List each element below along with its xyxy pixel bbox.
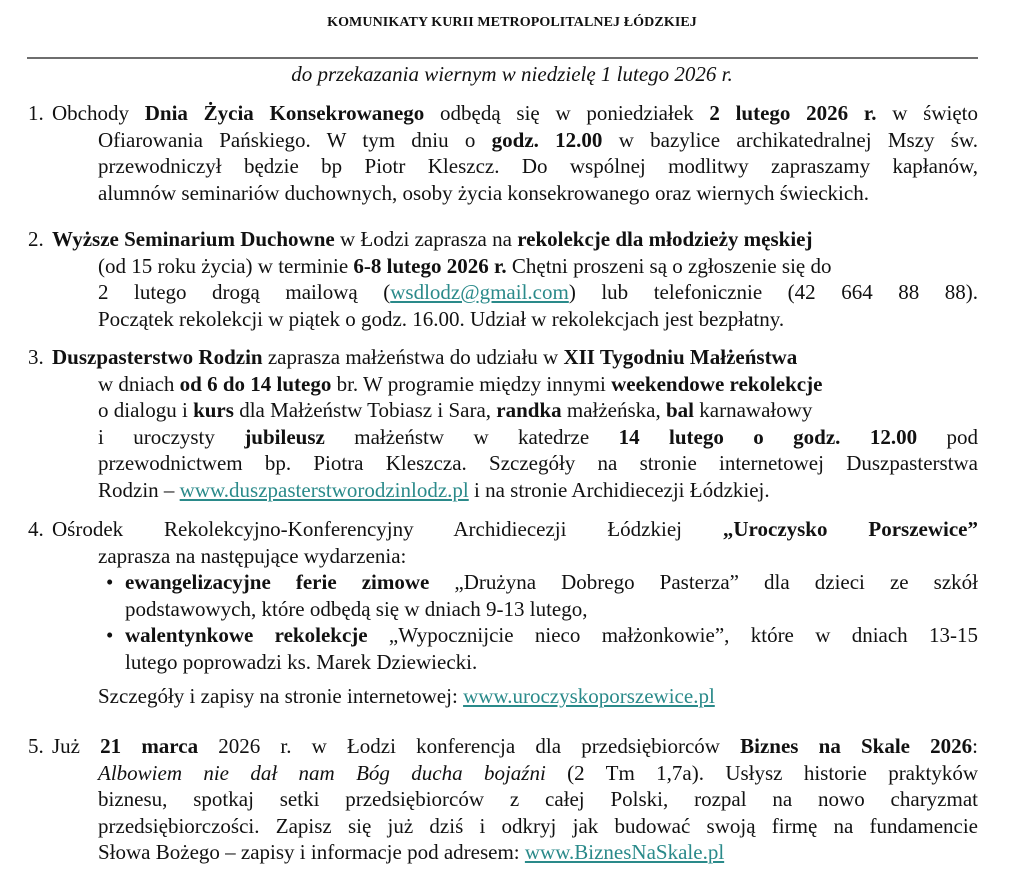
text-line (28, 760, 978, 787)
text-line (28, 813, 978, 840)
text-run: Ośrodek Rekolekcyjno-Konferencyjny Archidiecezji Łódzkiej (52, 517, 723, 541)
bold-text: od 6 do 14 lutego (179, 371, 332, 396)
text-run: Chętni proszeni są o zgłoszenie się do (506, 253, 832, 278)
item-number: 3. (28, 345, 44, 369)
bold-text: Dnia Życia Konsekrowanego (144, 101, 425, 125)
text-run: 2026 r. w Łodzi konferencja dla przedsiębiorców (198, 734, 741, 758)
item-number: 2. (28, 227, 44, 251)
item-footer (28, 683, 978, 710)
text-line (28, 786, 978, 813)
item-number: 4. (28, 517, 44, 541)
text-line (28, 371, 978, 398)
text-run: i uroczysty (98, 424, 245, 449)
text-run: alumnów seminariów duchownych, osoby życia konsekrowanego oraz wiernych świeckich. (98, 180, 869, 205)
text-run: lutego poprowadzi ks. Marek Dziewiecki. (125, 649, 478, 674)
item-number: 5. (28, 734, 44, 758)
text-run: w święto (876, 101, 978, 125)
text-line (28, 424, 978, 451)
text-line (28, 516, 978, 543)
text-run: podstawowych, które odbędą się w dniach 9-13 lutego, (125, 596, 588, 621)
text-run: w Łodzi zaprasza na (334, 227, 518, 251)
text-line (125, 649, 978, 676)
italic-text: Albowiem nie dał nam Bóg ducha bojaźni (98, 760, 546, 785)
bold-text: XII Tygodniu Małżeństwa (563, 345, 798, 369)
text-run: przewodnictwem bp. Piotra Kleszcza. Szczegóły na stronie internetowej Duszpasterstwa (98, 451, 978, 475)
announcement-item-4 (28, 516, 978, 710)
bold-text: 6-8 lutego 2026 r. (353, 253, 507, 278)
bullet-icon: • (106, 570, 114, 594)
bullet-icon: • (106, 623, 114, 647)
text-run: w dniach (98, 371, 180, 396)
bold-text: bal (666, 398, 695, 422)
text-run: o dialogu i (98, 398, 194, 422)
text-line (28, 543, 978, 570)
bold-text: 2 lutego 2026 r. (709, 101, 877, 125)
text-run: przewodniczył będzie bp Piotr Kleszcz. Do wspólnej modlitwy zapraszamy kapłanów, (98, 154, 978, 178)
bold-text: ewangelizacyjne ferie zimowe (125, 570, 430, 594)
page-title: KOMUNIKATY KURII METROPOLITALNEJ ŁÓDZKIEJ (327, 15, 697, 30)
text-run: pod (917, 424, 978, 449)
item-number: 1. (28, 101, 44, 125)
link[interactable]: www.duszpasterstworodzinlodz.pl (179, 477, 469, 502)
text-line (125, 569, 978, 596)
text-run: „Drużyna Dobrego Pasterza” dla dzieci ze szkół (429, 570, 978, 594)
text-run: Szczegóły i zapisy na stronie internetowej: (98, 684, 464, 708)
bold-text: rekolekcje dla młodzieży męskiej (517, 227, 813, 251)
bold-text: 21 marca (100, 734, 199, 758)
text-run: Słowa Bożego – zapisy i informacje pod adresem: (98, 840, 525, 864)
text-line (28, 477, 978, 504)
text-line (28, 839, 978, 866)
text-line (28, 127, 978, 154)
bold-text: randka (496, 398, 562, 422)
text-line (28, 279, 978, 306)
announcement-item-3 (28, 344, 978, 503)
text-run: zaprasza małżeństwa do udziału w (262, 345, 564, 369)
text-run: br. W programie między innymi (331, 371, 612, 396)
text-run: Obchody (52, 101, 145, 125)
text-line (125, 596, 978, 623)
bullet-item (28, 569, 978, 622)
link[interactable]: www.uroczyskoporszewice.pl (463, 684, 715, 708)
text-run: ) lub telefonicznie (42 664 88 88). (568, 280, 979, 304)
page-subtitle: do przekazania wiernym w niedzielę 1 lutego 2026 r. (291, 62, 733, 86)
text-run: (od 15 roku życia) w terminie (98, 253, 354, 278)
bold-text: kurs (193, 398, 234, 422)
text-line (28, 344, 978, 371)
bold-text: „Uroczysko Porszewice” (722, 517, 978, 541)
text-line (28, 733, 978, 760)
text-run: : (972, 734, 978, 758)
bold-text: 14 lutego o godz. 12.00 (618, 424, 918, 449)
announcement-item-5 (28, 733, 978, 866)
text-run: Ofiarowania Pańskiego. W tym dniu o (98, 127, 492, 152)
text-run: w bazylice archikatedralnej Mszy św. (602, 127, 979, 152)
text-run: odbędą się w poniedziałek (424, 101, 710, 125)
bold-text: Wyższe Seminarium Duchowne (52, 227, 335, 251)
text-run: dla Małżeństw Tobiasz i Sara, (233, 398, 497, 422)
text-line (28, 226, 978, 253)
announcement-item-2 (28, 226, 978, 332)
text-line (28, 253, 978, 280)
bold-text: weekendowe rekolekcje (611, 371, 823, 396)
text-run: przedsiębiorczości. Zapisz się już dziś i odkryj jak budować swoją firmę na fundamencie (98, 813, 978, 838)
bold-text: Duszpasterstwo Rodzin (52, 345, 263, 369)
text-run: 2 lutego drogą mailową ( (98, 280, 391, 304)
text-run: biznesu, spotkaj setki przedsiębiorców z całej Polski, rozpal na nowo charyzmat (98, 787, 978, 811)
link[interactable]: www.BiznesNaSkale.pl (524, 840, 725, 864)
link[interactable]: wsdlodz@gmail.com (390, 280, 569, 304)
text-line (28, 306, 978, 333)
bullet-list (28, 569, 978, 675)
text-line (28, 450, 978, 477)
text-run: Początek rekolekcji w piątek o godz. 16.00. Udział w rekolekcjach jest bezpłatny. (98, 306, 785, 331)
header-divider (27, 57, 978, 59)
text-run: zaprasza na następujące wydarzenia: (98, 543, 407, 568)
bold-text: jubileusz (244, 424, 325, 449)
text-run: (2 Tm 1,7a). Usłysz historie praktyków (545, 760, 979, 785)
text-run: małżeństw w katedrze (324, 424, 619, 449)
text-run: Już (52, 734, 101, 758)
text-run: Rodzin – (98, 477, 180, 502)
text-line (28, 397, 978, 424)
bullet-item (28, 622, 978, 675)
text-line (28, 180, 978, 207)
text-run: „Wypocznijcie nieco małżonkowie”, które w dniach 13-15 (367, 623, 978, 647)
bold-text: godz. 12.00 (491, 127, 603, 152)
text-line (125, 622, 978, 649)
bold-text: Biznes na Skale 2026 (740, 734, 973, 758)
announcement-item-1 (28, 100, 978, 206)
text-run: i na stronie Archidiecezji Łódzkiej. (468, 477, 770, 502)
text-line (28, 153, 978, 180)
text-line (28, 100, 978, 127)
text-run: małżeńska, (561, 398, 666, 422)
text-run: karnawałowy (694, 398, 813, 422)
bold-text: walentynkowe rekolekcje (125, 623, 368, 647)
